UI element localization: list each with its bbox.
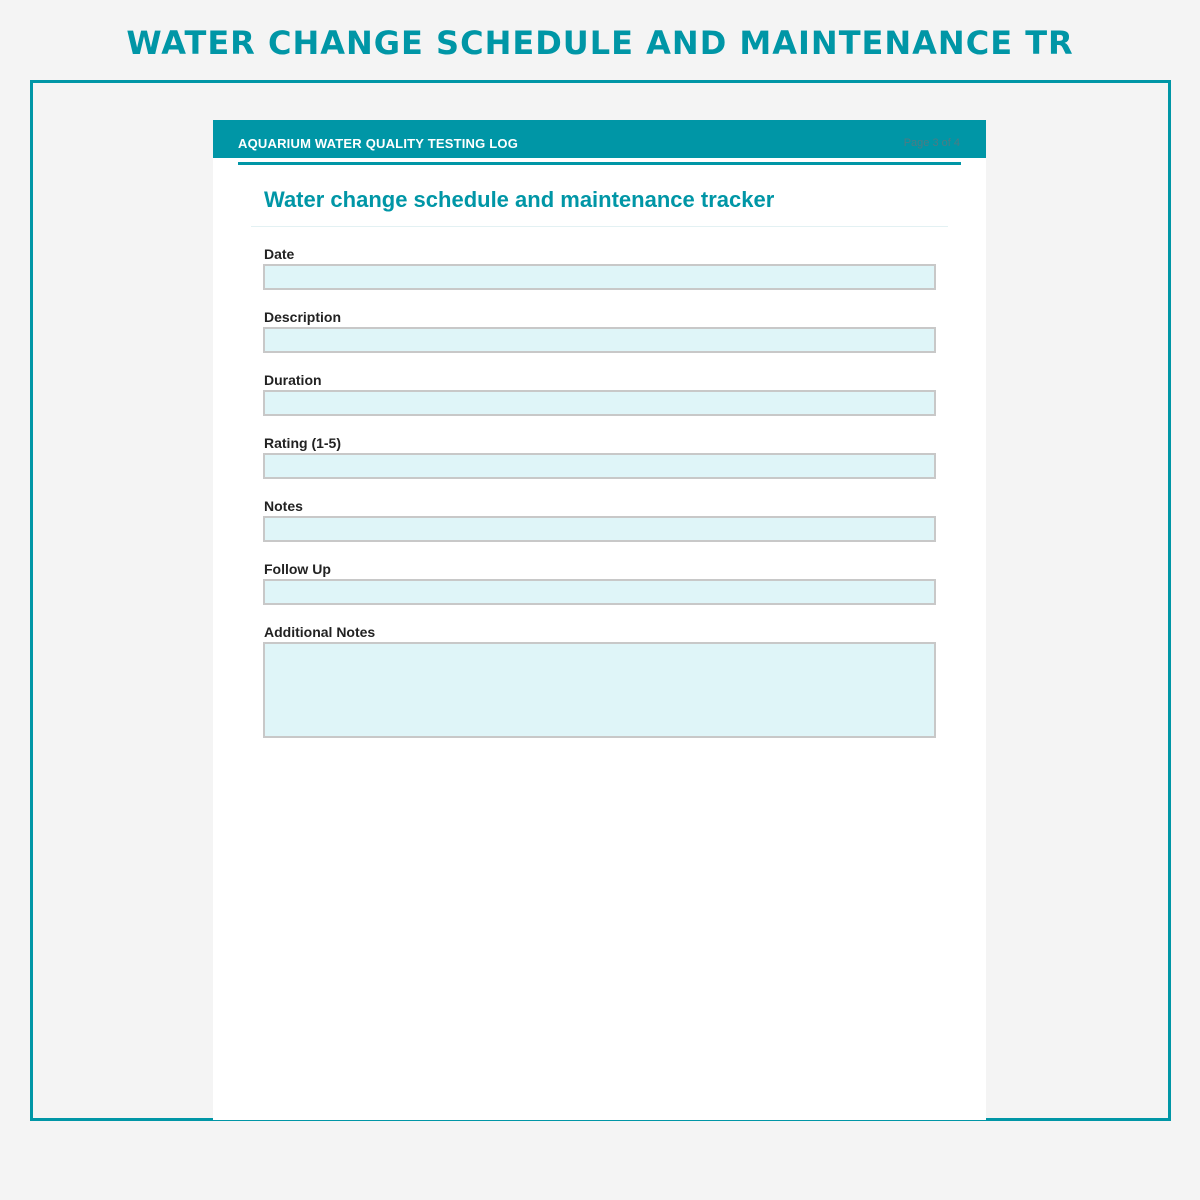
page-header: [213, 120, 986, 158]
description-field[interactable]: [263, 327, 936, 353]
rating-field[interactable]: [263, 453, 936, 479]
banner-title: WATER CHANGE SCHEDULE AND MAINTENANCE TR: [126, 24, 1074, 62]
duration-field[interactable]: [263, 390, 936, 416]
rating-label: Rating (1-5): [264, 435, 341, 451]
date-label: Date: [264, 246, 295, 262]
duration-label: Duration: [264, 372, 322, 388]
notes-field[interactable]: [263, 516, 936, 542]
form-title: Water change schedule and maintenance tracker: [264, 187, 775, 212]
header-divider: [238, 162, 961, 165]
follow-up-field[interactable]: [263, 579, 936, 605]
form-page: [213, 120, 986, 1120]
header-title: AQUARIUM WATER QUALITY TESTING LOG: [238, 136, 519, 151]
page-number: Page 3 of 4: [903, 137, 960, 149]
notes-label: Notes: [264, 498, 303, 514]
description-label: Description: [264, 309, 342, 325]
date-field[interactable]: [263, 264, 936, 290]
additional-notes-label: Additional Notes: [264, 624, 376, 640]
additional-notes-field[interactable]: [263, 642, 936, 738]
title-divider: [251, 226, 948, 227]
follow-up-label: Follow Up: [264, 561, 331, 577]
